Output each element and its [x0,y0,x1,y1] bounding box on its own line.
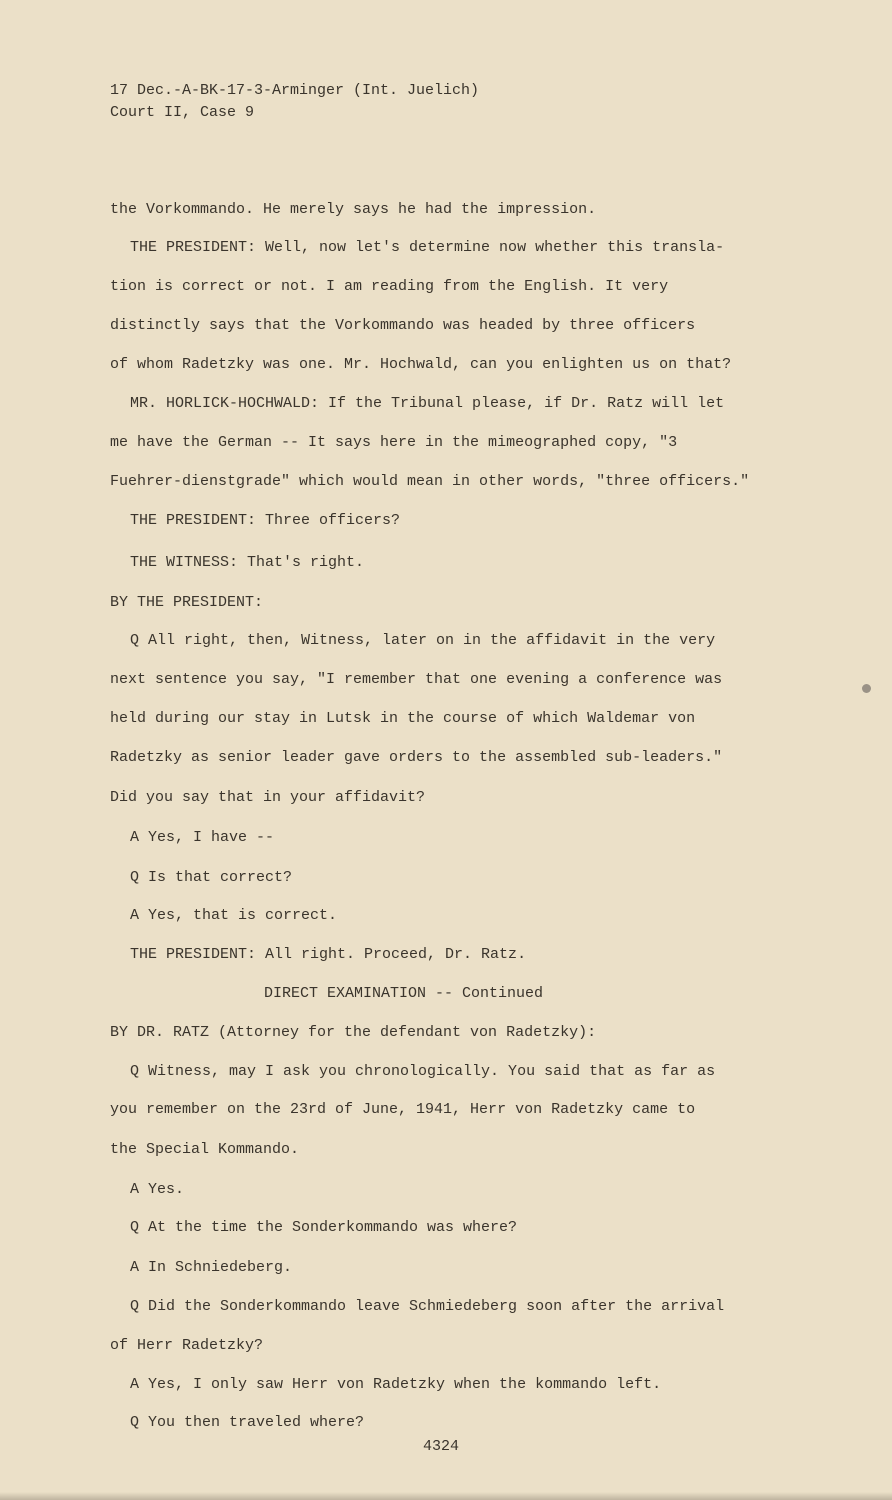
transcript-line: THE PRESIDENT: Three officers? [130,512,401,529]
transcript-line: the Vorkommando. He merely says he had the impression. [110,201,597,218]
transcript-line: you remember on the 23rd of June, 1941, Herr von Radetzky came to [110,1101,696,1118]
transcript-line: THE PRESIDENT: Well, now let's determine now whether this transla- [130,239,725,256]
header-reference: 17 Dec.-A-BK-17-3-Arminger (Int. Juelich) [110,82,480,99]
transcript-line: distinctly says that the Vorkommando was headed by three officers [110,317,696,334]
transcript-line: BY THE PRESIDENT: [110,594,264,611]
transcript-line: held during our stay in Lutsk in the course of which Waldemar von [110,710,696,727]
transcript-line: A Yes. [130,1181,185,1198]
transcript-line: of whom Radetzky was one. Mr. Hochwald, can you enlighten us on that? [110,356,732,373]
transcript-line: next sentence you say, "I remember that one evening a conference was [110,671,723,688]
transcript-line: A In Schniedeberg. [130,1259,293,1276]
transcript-line: Fuehrer-dienstgrade" which would mean in other words, "three officers." [110,473,750,490]
transcript-line: me have the German -- It says here in the mimeographed copy, "3 [110,434,678,451]
transcript-line: BY DR. RATZ (Attorney for the defendant von Radetzky): [110,1024,597,1041]
transcript-line: Q Witness, may I ask you chronologically. You said that as far as [130,1063,716,1080]
transcript-line: A Yes, that is correct. [130,907,338,924]
transcript-line: A Yes, I only saw Herr von Radetzky when the kommando left. [130,1376,662,1393]
section-heading: DIRECT EXAMINATION -- Continued [264,985,544,1002]
transcript-line: Q All right, then, Witness, later on in the affidavit in the very [130,632,716,649]
transcript-line: MR. HORLICK-HOCHWALD: If the Tribunal please, if Dr. Ratz will let [130,395,725,412]
transcript-line: tion is correct or not. I am reading from the English. It very [110,278,669,295]
transcript-line: THE WITNESS: That's right. [130,554,365,571]
page-number: 4324 [423,1438,460,1455]
transcript-line: THE PRESIDENT: All right. Proceed, Dr. Ratz. [130,946,527,963]
transcript-line: Did you say that in your affidavit? [110,789,426,806]
transcript-line: of Herr Radetzky? [110,1337,264,1354]
document-header [110,80,479,124]
transcript-line: the Special Kommando. [110,1141,300,1158]
transcript-line: Radetzky as senior leader gave orders to the assembled sub-leaders." [110,749,723,766]
transcript-line: Q Did the Sonderkommando leave Schmiedeberg soon after the arrival [130,1298,725,1315]
transcript-line: Q You then traveled where? [130,1414,365,1431]
paper-speck [862,684,871,693]
transcript-line: A Yes, I have -- [130,829,275,846]
header-court: Court II, Case 9 [110,104,255,121]
transcript-line: Q Is that correct? [130,869,293,886]
bottom-edge-shadow [0,1492,892,1500]
transcript-line: Q At the time the Sonderkommando was where? [130,1219,518,1236]
